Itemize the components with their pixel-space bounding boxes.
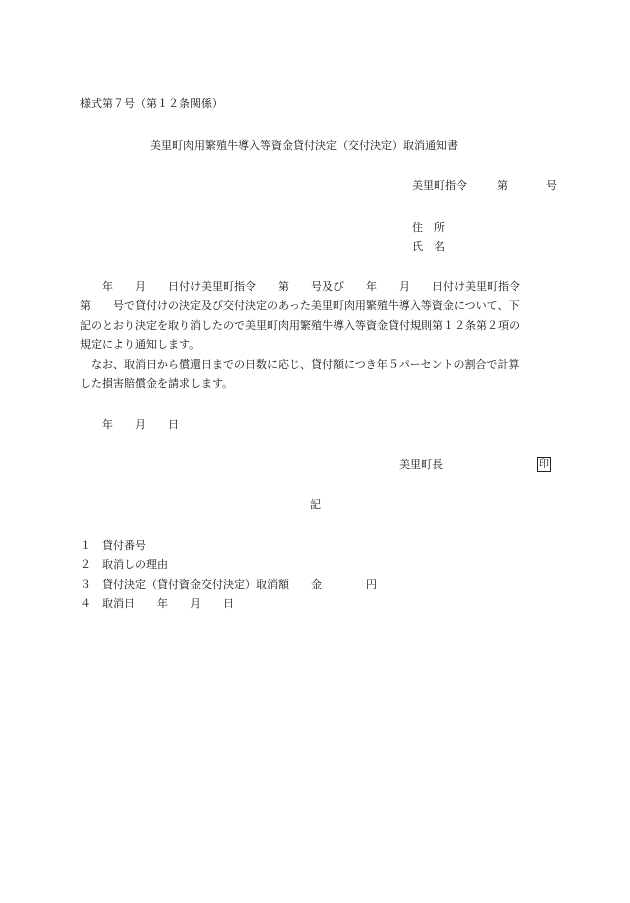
address-label: 住 所	[412, 221, 445, 234]
list-item	[80, 559, 168, 570]
document-title: 美里町肉用繁殖牛導入等資金貸付決定（交付決定）取消通知書	[150, 139, 458, 152]
item-number: ４	[80, 597, 91, 610]
mayor-label: 美里町長	[399, 458, 443, 471]
body-line-6: した損害賠償金を請求します。	[80, 377, 234, 390]
form-label: 様式第７号（第１２条関係）	[80, 97, 223, 110]
item-text: 取消日 年 月 日	[102, 597, 234, 610]
reference-dai: 第	[497, 179, 508, 192]
body-line-4: 規定により通知します。	[80, 338, 201, 351]
list-item	[80, 598, 234, 609]
seal-mark: 印	[539, 459, 549, 470]
item-text: 取消しの理由	[102, 558, 168, 571]
reference-go: 号	[546, 179, 557, 192]
item-text: 貸付番号	[102, 539, 146, 552]
body-line-1: 年 月 日付け美里町指令 第 号及び 年 月 日付け美里町指令	[80, 280, 520, 293]
item-number: ２	[80, 558, 91, 571]
ki-heading: 記	[310, 498, 321, 511]
reference-issuer: 美里町指令	[412, 179, 467, 192]
reference-number	[412, 180, 557, 191]
item-number: ３	[80, 578, 91, 591]
item-number: １	[80, 539, 91, 552]
list-item	[80, 579, 377, 590]
item-text: 貸付決定（貸付資金交付決定）取消額 金 円	[102, 578, 377, 591]
body-line-3: 記のとおり決定を取り消したので美里町肉用繁殖牛導入等資金貸付規則第１２条第２項の	[80, 319, 520, 332]
name-label: 氏 名	[412, 240, 445, 253]
body-line-2: 第 号で貸付けの決定及び交付決定のあった美里町肉用繁殖牛導入等資金について、下	[80, 299, 520, 312]
date-line: 年 月 日	[80, 418, 179, 431]
body-line-5: なお、取消日から償還日までの日数に応じ、貸付額につき年５パーセントの割合で計算	[80, 358, 520, 371]
list-item	[80, 540, 146, 551]
